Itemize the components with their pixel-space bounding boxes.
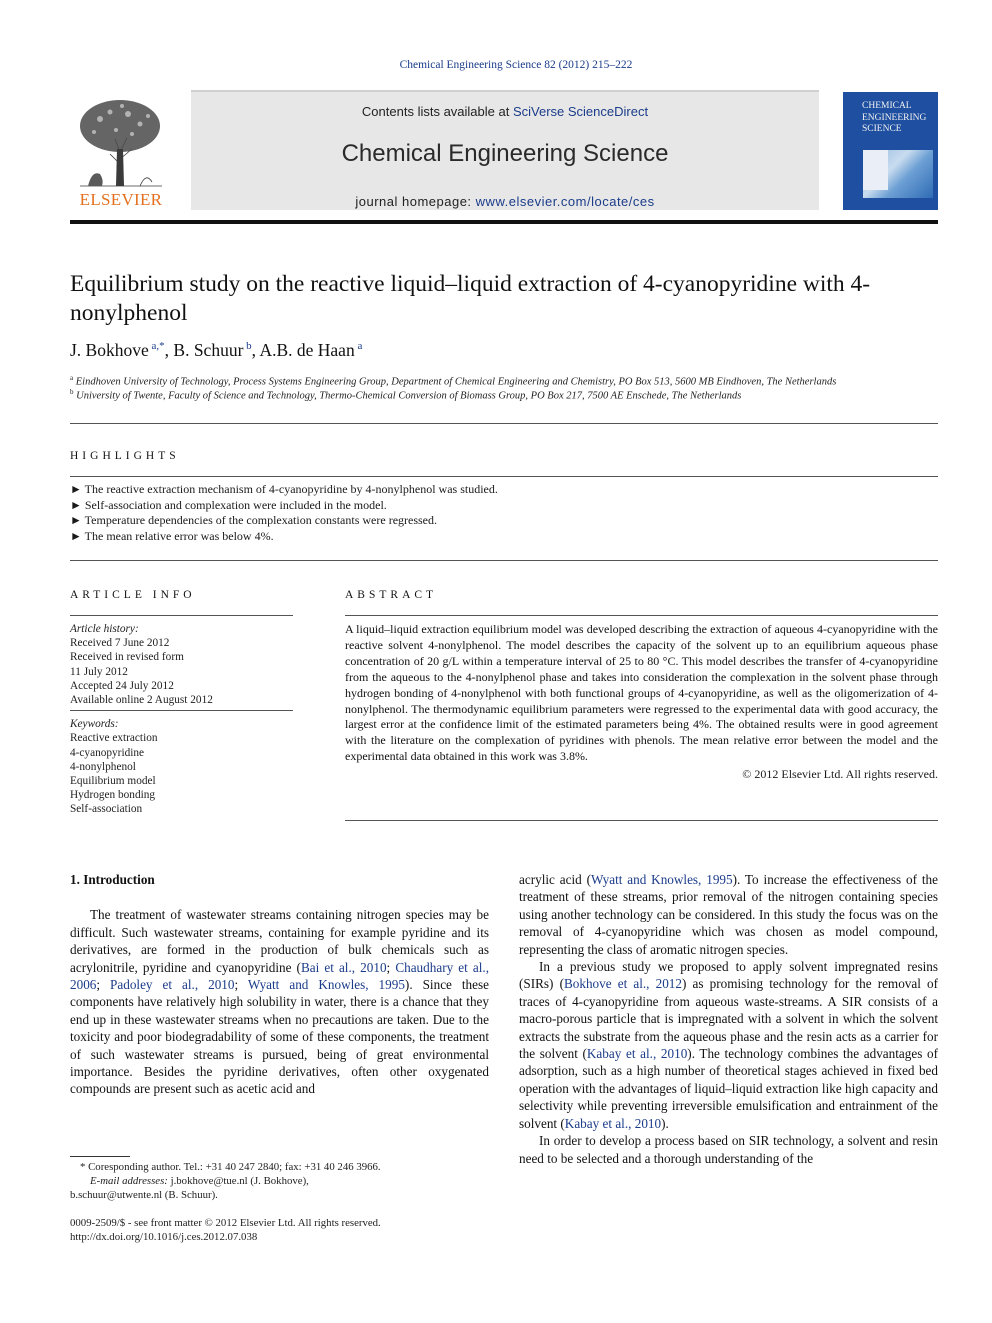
citation-link[interactable]: Padoley et al., 2010 — [110, 977, 235, 993]
keyword: 4-cyanopyridine — [70, 746, 145, 759]
paragraph-text: ). Since these components have relatively high solubility in water, there is a chance that they end up in these wastewater streams when no precautions are taken. Due to the toxicity and poor biodegradability of some of these components, the treatment of such wastewater streams is pursued, being of great environmental importance. Besides the pyridine derivatives, often other oxygenated compounds are present such as acetic acid and — [70, 977, 489, 1097]
history-item: 11 July 2012 — [70, 665, 128, 678]
author-separator: , — [164, 340, 174, 360]
history-item: Received in revised form — [70, 651, 184, 664]
keywords-label: Keywords: — [70, 718, 119, 731]
body-column-left — [70, 871, 489, 1098]
abstract-text: A liquid–liquid extraction equilibrium model was developed describing the extraction of aqueous 4-cyanopyridine with the reactive solvent 4-nonylphenol. The model describes the capacity of the solvent up to an equilibrium aqueous phase concentration of 20 g/L within a temperature interval of 25 to 80 °C. This model describes the transfer of 4-cyanopyridine from the aqueous to the 4-nonylphenol phase and takes into consideration the complexation in the solvent phase through hydrogen bonding of 4-nonylphenol with both functional groups of 4-cyanopyridine, as well as the oligomerization of 4-nonylphenol. The thermodynamic equilibrium parameters were regressed to the experimental data with good accuracy, the largest error at the confidence limit of the estimated parameters being 4%. The obtained results were in good agreement with the literature on the complexation of pyridines with phenols. The mean relative error between the model and the experimental data obtained in this work was 3.8%. — [345, 622, 938, 764]
affiliation — [70, 374, 938, 388]
article-title: Equilibrium study on the reactive liquid–liquid extraction of 4-cyanopyridine with 4-nonylphenol — [70, 271, 871, 326]
highlight-item: ► Self-association and complexation were included in the model. — [70, 497, 387, 512]
email-line — [70, 1174, 489, 1188]
history-item: Received 7 June 2012 — [70, 637, 170, 650]
author-affiliation-mark[interactable]: b — [246, 340, 252, 353]
citation-link[interactable]: Kabay et al., 2010 — [586, 1046, 688, 1062]
cover-image-panel — [863, 150, 888, 190]
keyword: Reactive extraction — [70, 732, 158, 745]
paragraph-text: ; — [96, 977, 111, 993]
article-info — [70, 615, 293, 817]
masthead — [70, 90, 938, 214]
affiliation-text: University of Twente, Faculty of Science and Technology, Thermo-Chemical Conversion of Biomass Group, PO Box 217, 7500 AE Enschede, The Netherlands — [76, 390, 742, 402]
homepage-link[interactable]: www.elsevier.com/locate/ces — [475, 194, 655, 209]
article-info-heading: ARTICLE INFO — [70, 589, 196, 601]
header-rule — [70, 220, 938, 224]
copyright-notice: © 2012 Elsevier Ltd. All rights reserved. — [742, 767, 938, 782]
highlight-item: ► Temperature dependencies of the complexation constants were regressed. — [70, 513, 438, 528]
divider — [345, 615, 938, 616]
issn-line: 0009-2509/$ - see front matter © 2012 Elsevier Ltd. All rights reserved. — [70, 1217, 381, 1229]
journal-name: Chemical Engineering Science — [341, 140, 669, 167]
author-name[interactable]: B. Schuur — [173, 340, 244, 360]
footnote-rule — [70, 1156, 130, 1157]
sciencedirect-link[interactable]: SciVerse ScienceDirect — [512, 104, 649, 119]
author-separator: , — [251, 340, 260, 360]
paragraph-text: ) as promising technology for the removal of traces of 4-cyanopyridine from aqueous waste-streams. A SIR consists of a macro-porous particle that is impregnated with a solvent in which the solvent extracts the substrate from the aqueous phase and the resin acts as a carrier for the solvent ( — [519, 976, 939, 1062]
affiliation — [70, 388, 938, 402]
divider — [70, 710, 293, 711]
homepage-prefix: journal homepage: — [355, 194, 476, 209]
abstract — [345, 615, 938, 782]
email-address[interactable]: b.schuur@utwente.nl (B. Schuur). — [70, 1189, 218, 1201]
keywords — [70, 717, 293, 816]
paragraph — [519, 1132, 938, 1167]
doi-link[interactable]: http://dx.doi.org/10.1016/j.ces.2012.07.038 — [70, 1231, 258, 1243]
journal-cover-thumbnail[interactable] — [843, 92, 938, 210]
keyword: 4-nonylphenol — [70, 760, 136, 773]
divider — [70, 423, 938, 424]
elsevier-tree-logo[interactable] — [70, 94, 172, 210]
paragraph-text: The treatment of wastewater streams containing nitrogen species may be difficult. Such wastewater streams, containing for example pyridine and its derivatives, are formed in the production of bulk chemicals such as acrylonitrile, pyridine and cyanopyridine ( — [70, 907, 489, 975]
section-title: 1. Introduction — [70, 872, 155, 887]
paragraph — [519, 958, 938, 1132]
author-name[interactable]: J. Bokhove — [70, 340, 149, 360]
contents-prefix: Contents lists available at — [361, 104, 513, 119]
email-address[interactable]: j.bokhove@tue.nl (J. Bokhove), — [167, 1175, 309, 1187]
cover-title — [862, 101, 926, 136]
paragraph-text: ; — [386, 959, 396, 975]
citation-link[interactable]: Wyatt and Knowles, 1995 — [247, 977, 405, 993]
history-label: Article history: — [70, 623, 139, 635]
paragraph-text: acrylic acid ( — [519, 872, 591, 887]
author-affiliation-mark[interactable]: a — [357, 340, 363, 353]
author-name[interactable]: A.B. de Haan — [259, 340, 355, 360]
paragraph-text: ). The technology combines the advantages of adsorption, such as a high number of theoretical stages achieved in fixed bed operation with the advantages of liquid–liquid extraction like high capacity and selectivity while preventing irreversible emulsification and entrainment of the solvent ( — [519, 1046, 938, 1131]
abstract-heading: ABSTRACT — [345, 589, 438, 601]
journal-citation[interactable]: Chemical Engineering Science 82 (2012) 215–222 — [399, 59, 633, 71]
author-affiliation-mark[interactable]: a,* — [151, 340, 165, 353]
keyword: Self-association — [70, 803, 143, 816]
author-list — [70, 340, 362, 361]
elsevier-wordmark: ELSEVIER — [79, 190, 163, 209]
history-item: Available online 2 August 2012 — [70, 694, 213, 707]
body-column-right — [519, 871, 938, 1167]
article-history — [70, 622, 293, 707]
cover-title-line: ENGINEERING — [862, 112, 927, 123]
citation-link[interactable]: Bai et al., 2010 — [300, 959, 387, 975]
journal-homepage — [191, 194, 819, 209]
affiliation-text: Eindhoven University of Technology, Process Systems Engineering Group, Department of Chemical Engineering and Chemistry, PO Box 513, 5600 MB Eindhoven, The Netherlands — [75, 376, 837, 388]
highlights-list — [70, 482, 938, 545]
citation-link[interactable]: Wyatt and Knowles, 1995 — [590, 872, 733, 887]
paragraph-text: ). — [661, 1115, 669, 1131]
highlight-item: ► The mean relative error was below 4%. — [70, 529, 274, 544]
paragraph-text: In order to develop a process based on SIR technology, a solvent and resin need to be selected and a thorough understanding of the — [519, 1133, 938, 1166]
keyword: Hydrogen bonding — [70, 789, 156, 802]
highlights-heading: HIGHLIGHTS — [70, 450, 180, 462]
contents-availability — [191, 104, 819, 119]
highlight-item: ► The reactive extraction mechanism of 4-cyanopyridine by 4-nonylphenol was studied. — [70, 482, 498, 496]
tree-icon — [70, 94, 172, 190]
citation-link[interactable]: Kabay et al., 2010 — [564, 1115, 662, 1131]
paragraph-text: ). To increase the effectiveness of the treatment of these streams, prior removal of the nitrogen containing species using another technology can be considered. In this study the focus was on the removal of 4-cyanopyridine which was chosen as model compound, representing the class of aromatic nitrogen species. — [519, 872, 938, 957]
paragraph — [519, 871, 938, 958]
corresponding-author-note: * Coresponding author. Tel.: +31 40 247 2840; fax: +31 40 246 3966. — [80, 1161, 381, 1173]
affiliation-mark: b — [70, 388, 74, 396]
footnotes — [70, 1160, 489, 1244]
divider — [70, 615, 293, 616]
divider — [70, 560, 938, 561]
cover-title-line: CHEMICAL — [862, 101, 912, 111]
citation-link[interactable]: Bokhove et al., 2012 — [563, 976, 682, 992]
paragraph-text: ; — [234, 977, 248, 993]
history-item: Accepted 24 July 2012 — [70, 679, 174, 692]
paragraph-text: In a previous study we proposed to apply solvent impregnated resins (SIRs) ( — [519, 959, 938, 992]
affiliation-mark: a — [70, 374, 74, 382]
divider — [345, 820, 938, 821]
paragraph — [70, 906, 489, 1097]
email-label: E-mail addresses: — [90, 1175, 168, 1187]
citation-link[interactable]: Chaudhary et al., 2006 — [70, 959, 489, 993]
keyword: Equilibrium model — [70, 775, 156, 788]
cover-title-line: SCIENCE — [862, 124, 902, 134]
divider — [70, 476, 938, 477]
masthead-box — [191, 90, 819, 210]
